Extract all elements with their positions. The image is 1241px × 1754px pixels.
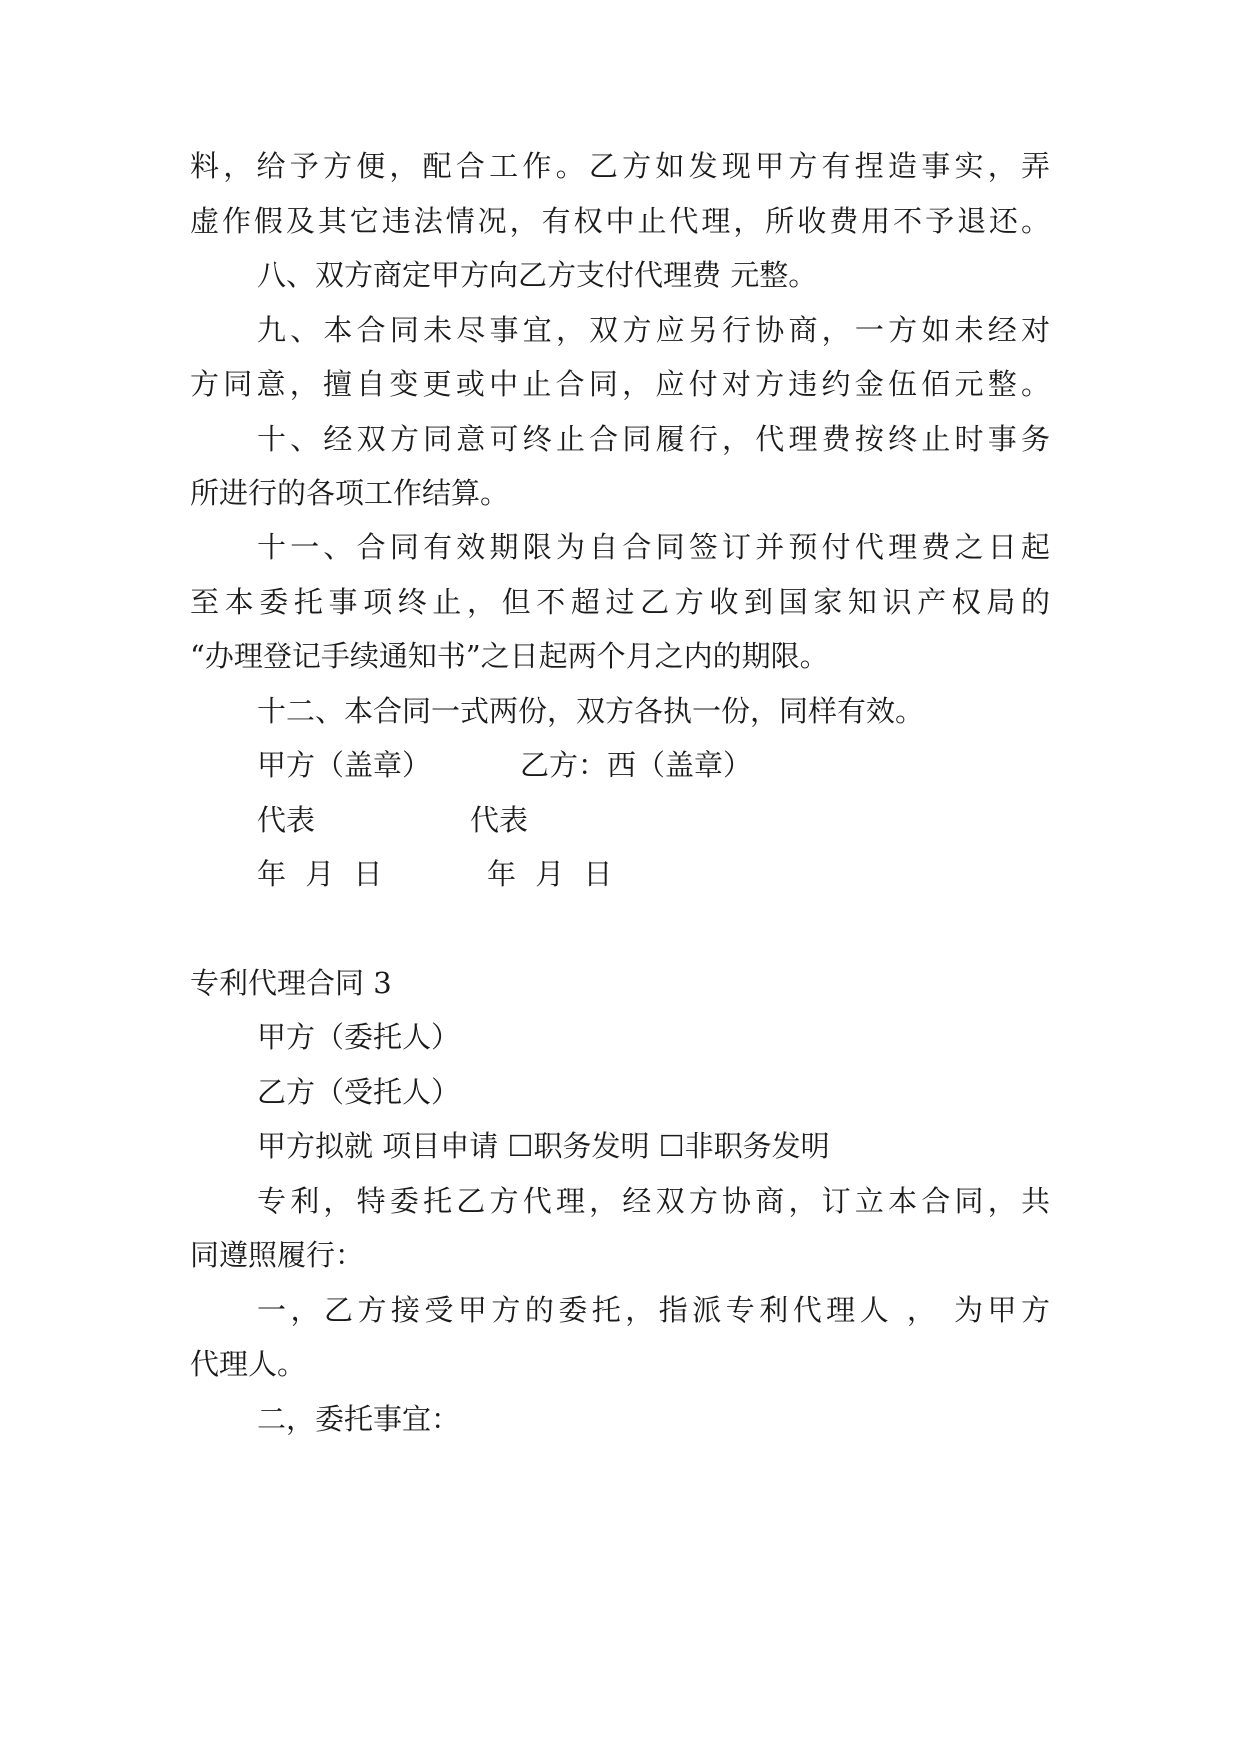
- clause-10: 十、经双方同意可终止合同履行，代理费按终止时事务: [257, 422, 1050, 456]
- party-a-date: 年 月 日: [257, 857, 383, 891]
- party-b-label: 乙方（受托人）: [257, 1075, 461, 1109]
- option-non-service-invention: 非职务发明: [684, 1129, 830, 1163]
- clause-8: 八、双方商定甲方向乙方支付代理费 元整。: [257, 258, 818, 292]
- text-line: 虚作假及其它违法情况，有权中止代理，所收费用不予退还。: [190, 204, 1050, 238]
- clause-1: 一，乙方接受甲方的委托，指派专利代理人 ， 为甲方: [257, 1293, 1050, 1327]
- party-a-representative: 代表: [257, 803, 316, 837]
- application-prefix: 甲方拟就 项目申请: [257, 1129, 508, 1163]
- text-line: 所进行的各项工作结算。: [190, 476, 510, 510]
- text-line: 至本委托事项终止，但不超过乙方收到国家知识产权局的: [190, 585, 1050, 619]
- application-line: [257, 1126, 1050, 1166]
- text-line: 方同意，擅自变更或中止合同，应付对方违约金伍佰元整。: [190, 367, 1050, 401]
- party-b-date: 年 月 日: [487, 857, 613, 891]
- contract-title: 专利代理合同 3: [190, 966, 392, 1000]
- text-line: 料，给予方便，配合工作。乙方如发现甲方有捏造事实，弄: [190, 149, 1050, 183]
- clause-9: 九、本合同未尽事宜，双方应另行协商，一方如未经对: [257, 313, 1050, 347]
- clause-11: 十一、合同有效期限为自合同签订并预付代理费之日起: [257, 530, 1050, 564]
- clause-12: 十二、本合同一式两份，双方各执一份，同样有效。: [257, 694, 925, 728]
- party-b-seal: 乙方：西（盖章）: [520, 748, 753, 782]
- clause-2: 二，委托事宜：: [257, 1402, 461, 1436]
- party-a-seal: 甲方（盖章）: [257, 748, 432, 782]
- checkbox-icon[interactable]: ☐: [507, 1129, 534, 1163]
- text-line: “办理登记手续通知书”之日起两个月之内的期限。: [190, 639, 829, 673]
- party-b-representative: 代表: [470, 803, 529, 837]
- party-a-label: 甲方（委托人）: [257, 1020, 461, 1054]
- text-line: 代理人。: [190, 1347, 307, 1381]
- text-line: 专利，特委托乙方代理，经双方协商，订立本合同，共: [257, 1184, 1050, 1218]
- option-service-invention: 职务发明: [533, 1129, 659, 1163]
- checkbox-icon[interactable]: ☐: [658, 1129, 685, 1163]
- text-line: 同遵照履行：: [190, 1238, 365, 1272]
